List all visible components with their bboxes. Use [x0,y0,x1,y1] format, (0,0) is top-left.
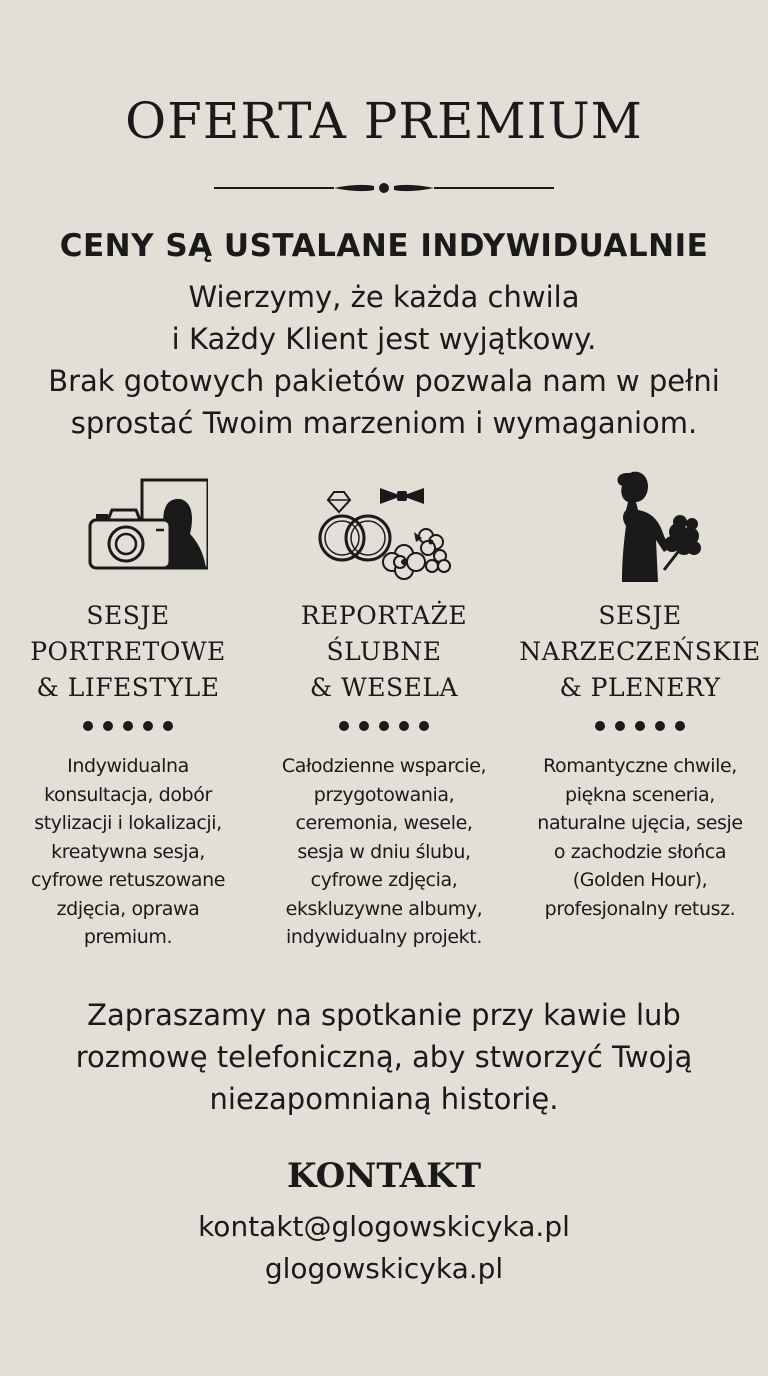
intro-text [0,276,768,444]
offer-desc-line: Całodzienne wsparcie, [281,755,487,777]
offer-description [256,752,512,952]
page-title: OFERTA PREMIUM [125,92,643,150]
offer-desc-line: przygotowania, [313,783,455,806]
offer-desc-line: konsultacja, dobór [44,783,212,806]
offer-desc-line: premium. [83,926,173,948]
offer-title-line: PORTRETOWE [30,637,226,666]
intro-line: Brak gotowych pakietów pozwala nam w pełni [48,364,720,398]
contact-email-link[interactable]: kontakt@glogowskicyka.pl [198,1210,570,1243]
dots-divider-icon [78,718,178,734]
offer-desc-line: zdjęcia, oprawa [56,897,200,920]
offer-title-line: SESJE [86,601,170,630]
offer-desc-line: (Golden Hour), [572,869,708,891]
rings-bowtie-flowers-icon [304,470,464,590]
pricing-subtitle: CENY SĄ USTALANE INDYWIDUALNIE [59,228,709,264]
bride-bouquet-icon [560,470,720,590]
offer-title-line: REPORTAŻE [300,601,468,630]
dots-divider-icon [334,718,434,734]
offer-desc-line: profesjonalny retusz. [544,897,736,920]
contact-website-link[interactable]: glogowskicyka.pl [264,1252,504,1285]
offer-desc-line: o zachodzie słońca [553,840,727,863]
contact-heading: KONTAKT [286,1156,481,1196]
intro-line: Wierzymy, że każda chwila [188,280,580,314]
intro-line: sprostać Twoim marzeniom i wymaganiom. [70,406,698,440]
offer-title-line: ŚLUBNE [326,637,442,666]
offer-desc-line: kreatywna sesja, [51,840,205,863]
invite-line: Zapraszamy na spotkanie przy kawie lub [87,998,681,1032]
offer-desc-line: cyfrowe retuszowane [30,869,226,891]
offer-title [512,598,768,706]
camera-portrait-icon [48,470,208,590]
offer-desc-line: naturalne ujęcia, sesje [537,812,743,834]
offer-desc-line: Indywidualna [67,755,189,777]
invite-line: rozmowę telefoniczną, aby stworzyć Twoją [75,1040,693,1074]
offer-title-line: NARZECZEŃSKIE [519,637,761,666]
invite-line: niezapomnianą historię. [209,1082,559,1116]
offer-desc-line: stylizacji i lokalizacji, [34,812,222,834]
offer-title-line: & PLENERY [559,673,721,702]
offer-title [0,598,256,706]
intro-line: i Każdy Klient jest wyjątkowy. [171,322,597,356]
offer-title [256,598,512,706]
offer-title-line: SESJE [598,601,682,630]
offer-desc-line: ceremonia, wesele, [295,812,473,834]
offer-description [0,752,256,952]
offer-desc-line: Romantyczne chwile, [543,755,737,777]
dots-divider-icon [590,718,690,734]
offer-title-line: & WESELA [309,673,459,702]
offer-desc-line: ekskluzywne albumy, [285,897,483,920]
offer-desc-line: sesja w dniu ślubu, [297,840,471,863]
offer-title-line: & LIFESTYLE [36,673,220,702]
offer-desc-line: piękna sceneria, [565,783,715,806]
offer-desc-line: cyfrowe zdjęcia, [310,869,458,891]
offer-desc-line: indywidualny projekt. [286,926,482,948]
offer-description [512,752,768,923]
invite-text [0,994,768,1120]
offers-section [0,470,768,960]
divider-ornament-icon [214,176,554,200]
